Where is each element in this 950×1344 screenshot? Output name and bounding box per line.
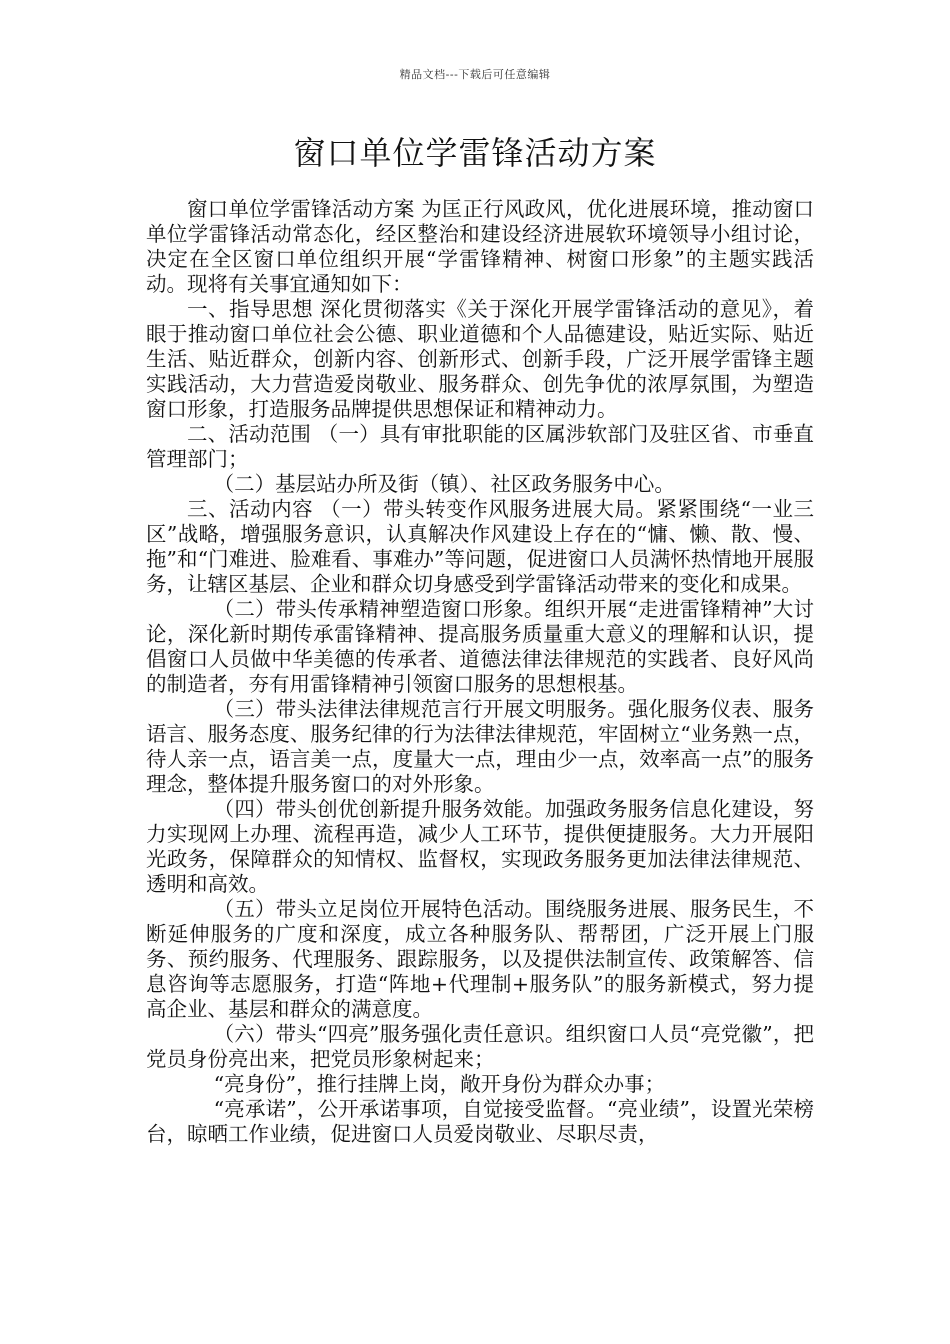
paragraph-content-item-5: （五）带头立足岗位开展特色活动。围绕服务进展、服务民生，不断延伸服务的广度和深度，成立各种服务队、帮帮团，广泛开展上门服务、预约服务、代理服务、跟踪服务，以及提供法制宣传、政策解答、信息咨询等志愿服务，打造“阵地+代理制+服务队”的服务新模式，努力提高企业、基层和群众的满意度。 xyxy=(146,897,814,1021)
paragraph-content-item-6: （六）带头“四亮”服务强化责任意识。组织窗口人员“亮党徽”，把党员身份亮出来，把党员形象树起来； xyxy=(146,1022,814,1071)
paragraph-activity-scope: 二、活动范围 （一）具有审批职能的区属涉软部门及驻区省、市垂直管理部门； xyxy=(146,422,814,471)
paragraph-content-item-3: （三）带头法律法律规范言行开展文明服务。强化服务仪表、服务语言、服务态度、服务纪律的行为法律法律规范，牢固树立“业务熟一点，待人亲一点，语言美一点，度量大一点，理由少一点，效率高一点”的服务理念，整体提升服务窗口的对外形象。 xyxy=(146,697,814,796)
paragraph-activity-content: 三、活动内容 （一）带头转变作风服务进展大局。紧紧围绕“一业三区”战略，增强服务意识，认真解决作风建设上存在的“慵、懒、散、慢、拖”和“门难进、脸难看、事难办”等问题，促进窗口人员满怀热情地开展服务，让辖区基层、企业和群众切身感受到学雷锋活动带来的变化和成果。 xyxy=(146,497,814,596)
header-note: 精品文档---下载后可任意编辑 xyxy=(399,68,551,81)
paragraph-show-commitment: “亮承诺”，公开承诺事项，自觉接受监督。“亮业绩”，设置光荣榜台，晾晒工作业绩，促进窗口人员爱岗敬业、尽职尽责， xyxy=(146,1097,814,1146)
paragraph-guiding-thought: 一、指导思想 深化贯彻落实《关于深化开展学雷锋活动的意见》，着眼于推动窗口单位社会公德、职业道德和个人品德建设，贴近实际、贴近生活、贴近群众，创新内容、创新形式、创新手段，广泛开展学雷锋主题实践活动，大力营造爱岗敬业、服务群众、创先争优的浓厚氛围，为塑造窗口形象，打造服务品牌提供思想保证和精神动力。 xyxy=(146,297,814,421)
paragraph-content-item-2: （二）带头传承精神塑造窗口形象。组织开展“走进雷锋精神”大讨论，深化新时期传承雷锋精神、提高服务质量重大意义的理解和认识，提倡窗口人员做中华美德的传承者、道德法律法律规范的实践者、良好风尚的制造者，夯有用雷锋精神引领窗口服务的思想根基。 xyxy=(146,597,814,696)
paragraph-content-item-4: （四）带头创优创新提升服务效能。加强政务服务信息化建设，努力实现网上办理、流程再造，减少人工环节，提供便捷服务。大力开展阳光政务，保障群众的知情权、监督权，实现政务服务更加法律法律规范、透明和高效。 xyxy=(146,797,814,896)
paragraph-show-identity: “亮身份”，推行挂牌上岗，敞开身份为群众办事； xyxy=(213,1072,666,1096)
document-body xyxy=(146,197,814,1147)
document-title: 窗口单位学雷锋活动方案 xyxy=(293,134,657,172)
paragraph-scope-item-2: （二）基层站办所及街（镇）、社区政务服务中心。 xyxy=(213,472,675,496)
paragraph-intro: 窗口单位学雷锋活动方案 为匡正行风政风，优化进展环境，推动窗口单位学雷锋活动常态化，经区整治和建设经济进展软环境领导小组讨论，决定在全区窗口单位组织开展“学雷锋精神、树窗口形象”的主题实践活动。现将有关事宜通知如下： xyxy=(146,197,814,296)
